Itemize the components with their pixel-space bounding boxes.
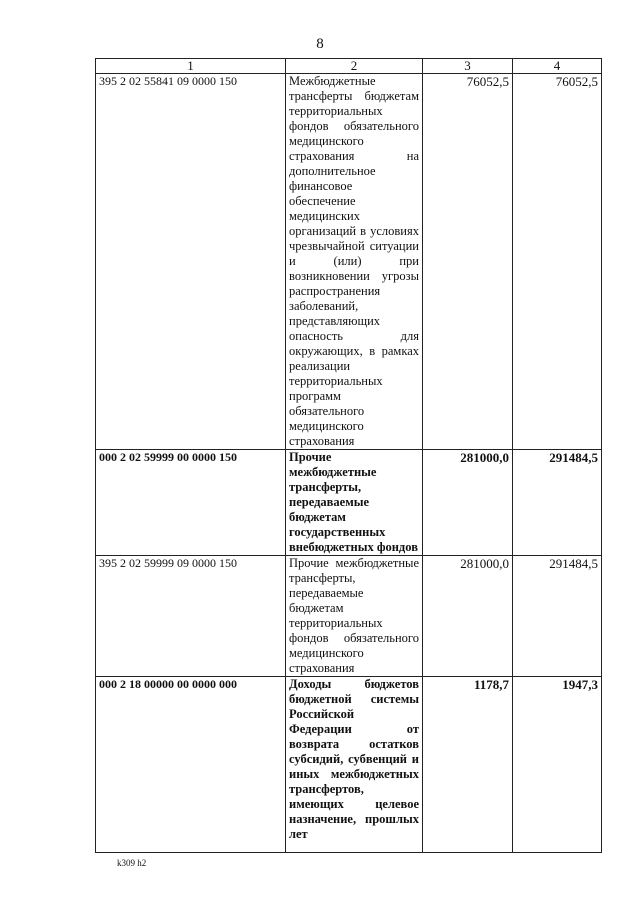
column-header: 1 <box>96 59 286 74</box>
row-description: Прочие межбюджетные трансферты, передаваемые бюджетам территориальных фондов обязательного медицинского страхования <box>286 556 423 677</box>
column-header: 3 <box>423 59 513 74</box>
value-col3: 281000,0 <box>423 556 513 677</box>
value-col4: 291484,5 <box>513 450 602 556</box>
row-description: Межбюджетные трансферты бюджетам территориальных фондов обязательного медицинского страхования на дополнительное финансовое обеспечение медицинских организаций в условиях чрезвычайной ситуации и (или) при возникновении угрозы распространения заболеваний, представляющих опасность для окружающих, в рамках реализации территориальных программ обязательного медицинского страхования <box>286 74 423 450</box>
table-header-row <box>96 59 602 74</box>
value-col3: 281000,0 <box>423 450 513 556</box>
row-description: Прочие межбюджетные трансферты, передаваемые бюджетам государственных внебюджетных фондов <box>286 450 423 556</box>
row-description: Доходы бюджетов бюджетной системы Российской Федерации от возврата остатков субсидий, субвенций и иных межбюджетных трансфертов, имеющих целевое назначение, прошлых лет <box>286 677 423 853</box>
value-col3: 76052,5 <box>423 74 513 450</box>
value-col3: 1178,7 <box>423 677 513 853</box>
budget-code: 000 2 18 00000 00 0000 000 <box>96 677 286 853</box>
column-header: 4 <box>513 59 602 74</box>
table-row <box>96 556 602 677</box>
value-col4: 76052,5 <box>513 74 602 450</box>
budget-code: 000 2 02 59999 00 0000 150 <box>96 450 286 556</box>
table-row <box>96 677 602 853</box>
footer-code: k309 h2 <box>117 858 147 868</box>
budget-code: 395 2 02 55841 09 0000 150 <box>96 74 286 450</box>
budget-table <box>95 58 602 853</box>
value-col4: 1947,3 <box>513 677 602 853</box>
value-col4: 291484,5 <box>513 556 602 677</box>
table-row <box>96 450 602 556</box>
table-row <box>96 74 602 450</box>
page-number: 8 <box>316 36 324 52</box>
budget-code: 395 2 02 59999 09 0000 150 <box>96 556 286 677</box>
column-header: 2 <box>286 59 423 74</box>
